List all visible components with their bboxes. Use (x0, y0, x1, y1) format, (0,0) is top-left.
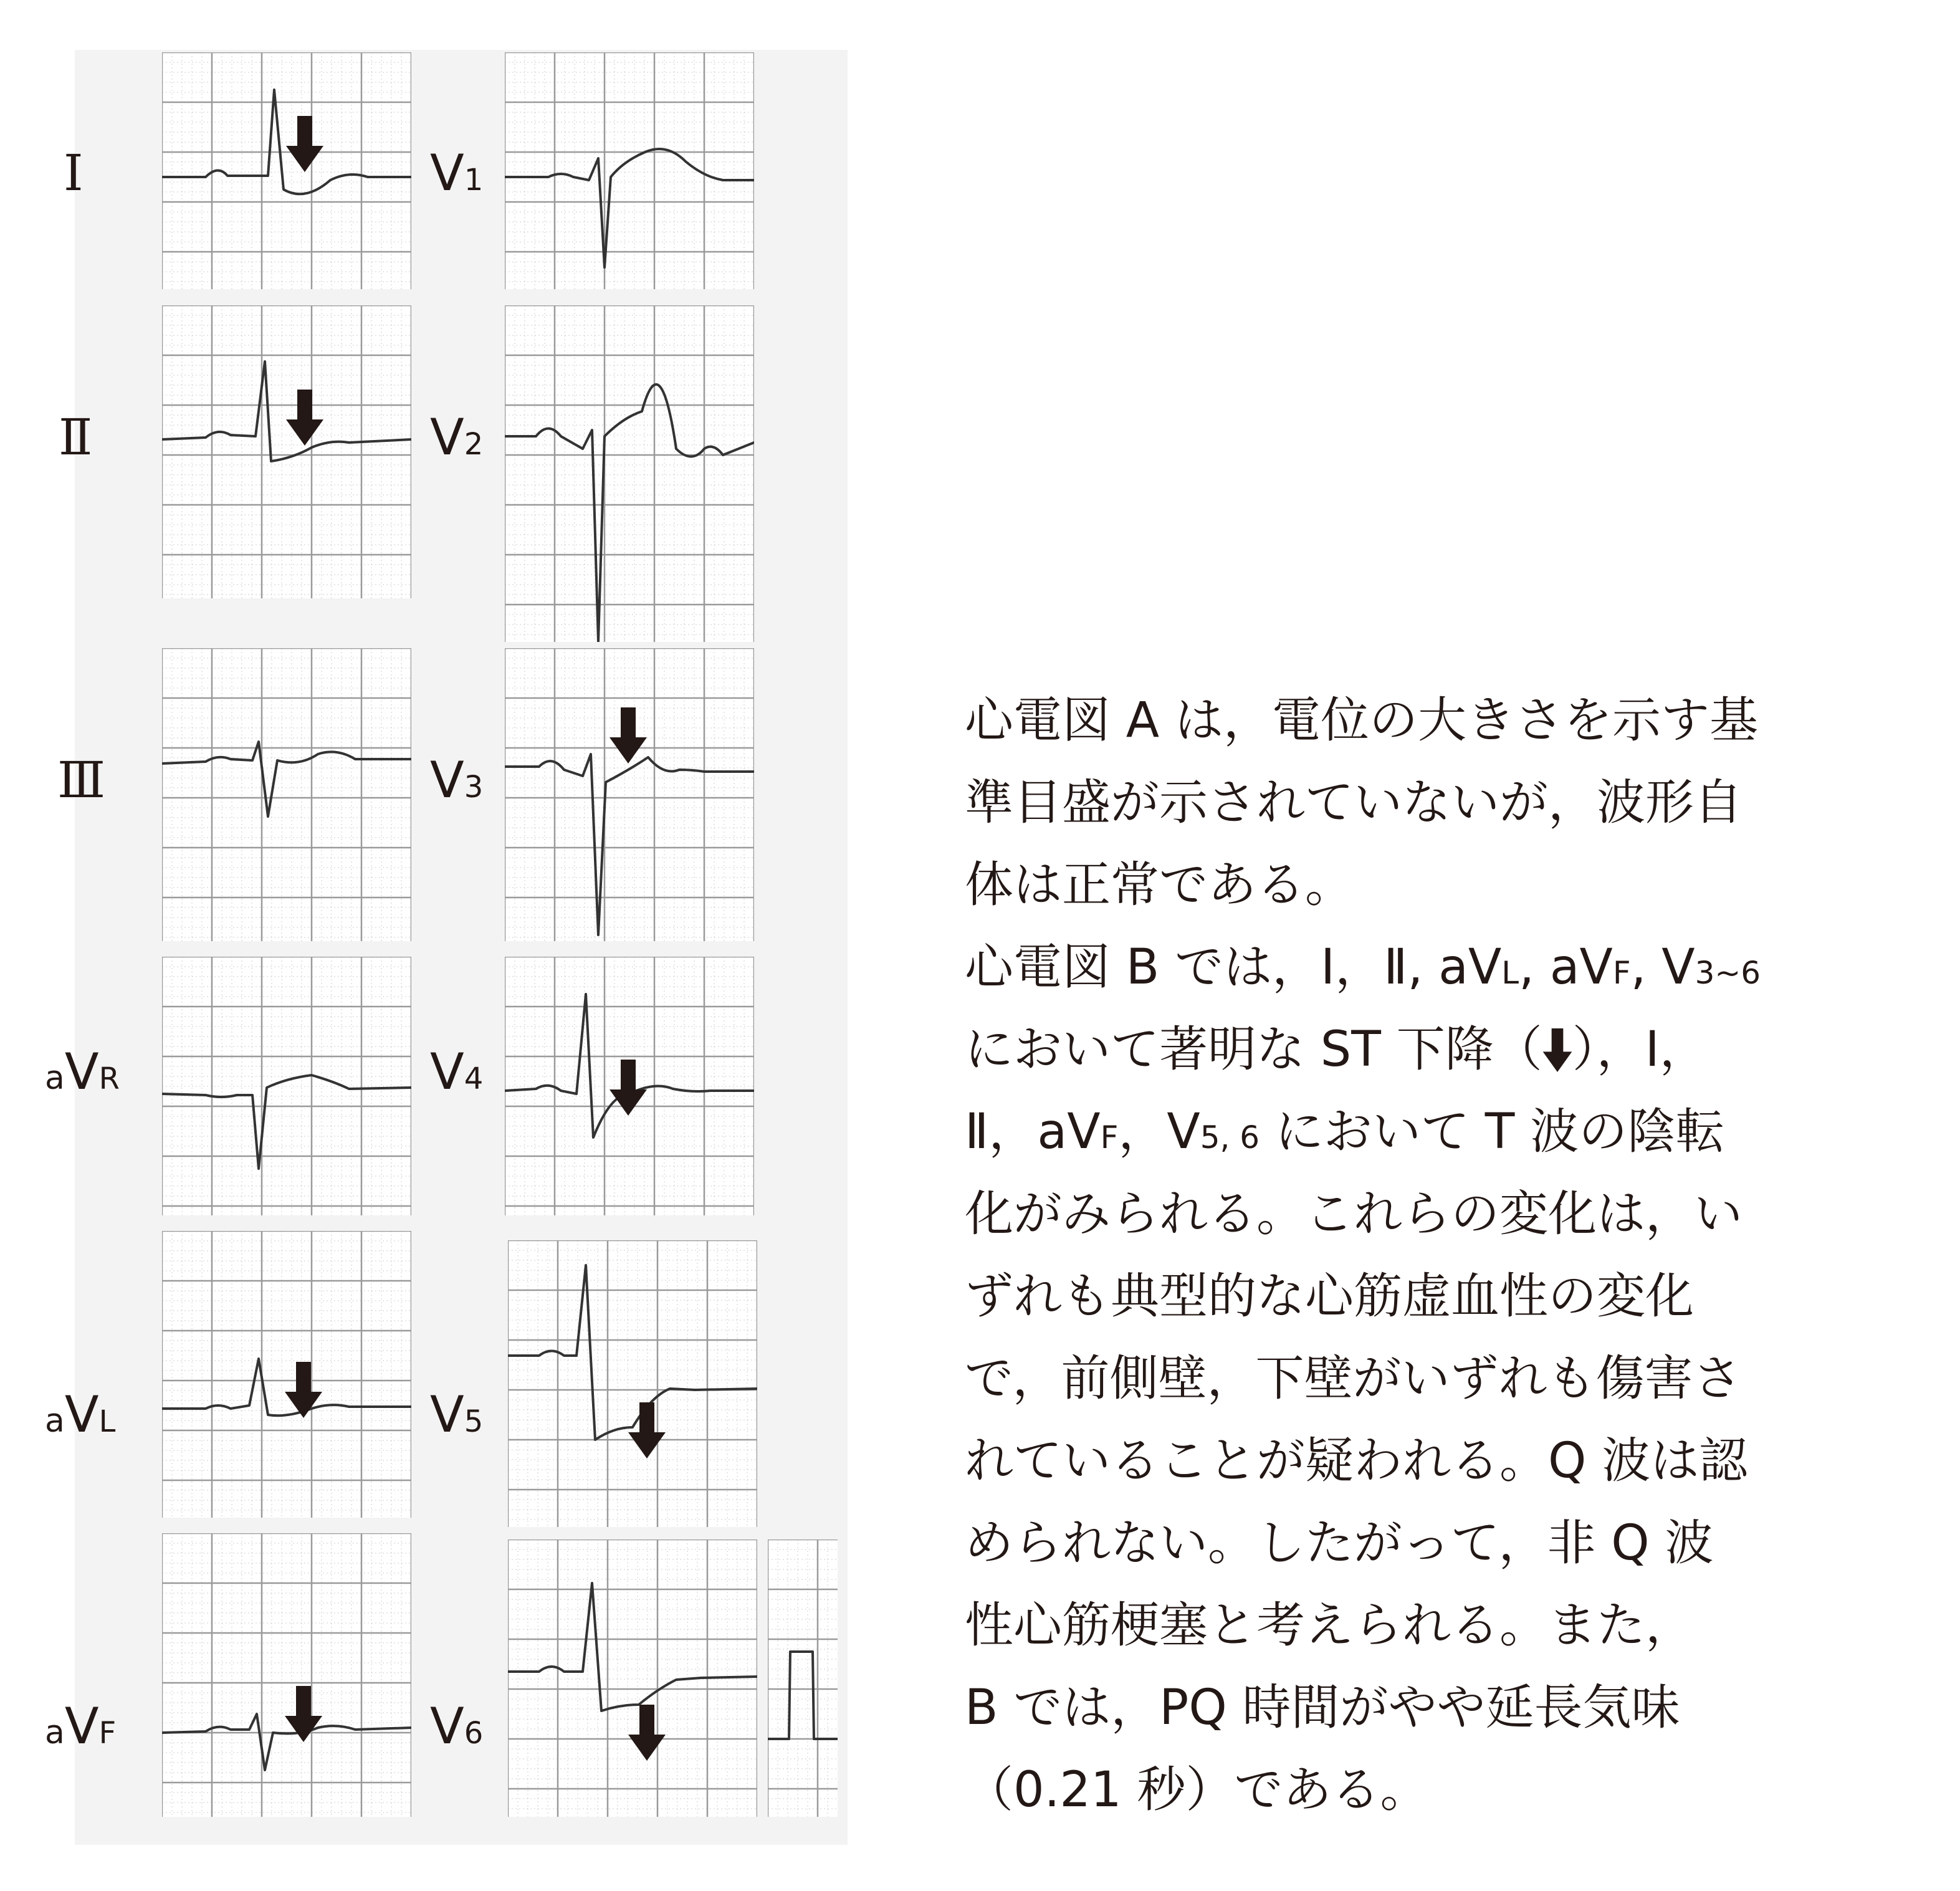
explanation-line: れていることが疑われる。Q 波は認 (965, 1433, 1748, 1489)
explanation-line: 心電図 B では，Ⅰ，Ⅱ, aVL, aVF, V3~6 (965, 939, 1761, 995)
grid-paper (162, 957, 411, 1215)
grid-paper (162, 305, 411, 598)
lead-label-avl: aVL (45, 1386, 116, 1443)
lead-label-avr: aVR (45, 1043, 120, 1101)
grid-paper (768, 1539, 838, 1817)
st-depression-arrow-v4 (610, 1060, 647, 1116)
grid-paper (505, 648, 754, 941)
lead-label-i: Ⅰ (64, 144, 84, 202)
explanation-line: 準目盛が示されていないが，波形自 (965, 775, 1743, 831)
explanation-text (965, 679, 1937, 1831)
st-depression-arrow-v5 (628, 1402, 666, 1458)
ecg-strip-lead-ii (162, 305, 411, 598)
st-depression-arrow-v6 (628, 1705, 666, 1761)
lead-label-ii: Ⅱ (59, 408, 93, 466)
ecg-strip-lead-v5 (508, 1240, 757, 1527)
explanation-line: において著明な ST 下降（ ），Ⅰ， (965, 1022, 1708, 1078)
explanation-line: 化がみられる。これらの変化は，い (965, 1186, 1743, 1242)
lead-label-v1: V1 (430, 144, 484, 202)
grid-paper (162, 648, 411, 941)
ecg-strip-lead-v3 (505, 648, 754, 941)
explanation-line: 性心筋梗塞と考えられる。また， (965, 1597, 1695, 1654)
explanation-line: 心電図 A は，電位の大きさを示す基 (965, 692, 1758, 749)
explanation-line: で，前側壁，下壁がいずれも傷害さ (965, 1351, 1742, 1407)
ecg-strip-lead-v6 (508, 1539, 757, 1817)
st-depression-arrow-v3 (610, 707, 647, 764)
lead-label-v2: V2 (430, 408, 484, 466)
st-depression-arrow-i (286, 116, 323, 172)
lead-label-v5: V5 (430, 1386, 484, 1443)
explanation-line: （0.21 秒）である。 (965, 1762, 1429, 1818)
down-arrow-icon (1542, 1028, 1572, 1072)
ecg-strip-lead-v2 (505, 305, 754, 642)
st-depression-arrow-avf (285, 1686, 322, 1742)
lead-label-v3: V3 (430, 751, 484, 809)
grid-paper (505, 305, 754, 642)
explanation-line: 体は正常である。 (965, 857, 1354, 913)
lead-label-avf: aVF (45, 1697, 117, 1755)
st-depression-arrow-ii (286, 390, 323, 446)
ecg-strip-lead-iii (162, 648, 411, 941)
ecg-strip-lead-v1 (505, 52, 754, 289)
ecg-strip-lead-avf (162, 1533, 411, 1817)
calibration-pulse-strip (768, 1539, 838, 1817)
ecg-strip-lead-avr (162, 957, 411, 1215)
explanation-line: Ⅱ，aVF，V5, 6 において T 波の陰転 (965, 1104, 1725, 1160)
explanation-line: ずれも典型的な心筋虚血性の変化 (965, 1268, 1695, 1324)
lead-label-v6: V6 (430, 1697, 484, 1755)
st-depression-arrow-avl (285, 1362, 322, 1418)
explanation-line: められない。したがって，非 Q 波 (965, 1515, 1714, 1571)
grid-paper (162, 1533, 411, 1817)
explanation-line: B では，PQ 時間がやや延長気味 (965, 1680, 1680, 1736)
lead-label-v4: V4 (430, 1043, 484, 1101)
lead-label-iii: Ⅲ (57, 751, 106, 809)
grid-paper (505, 52, 754, 289)
grid-paper (508, 1240, 757, 1527)
